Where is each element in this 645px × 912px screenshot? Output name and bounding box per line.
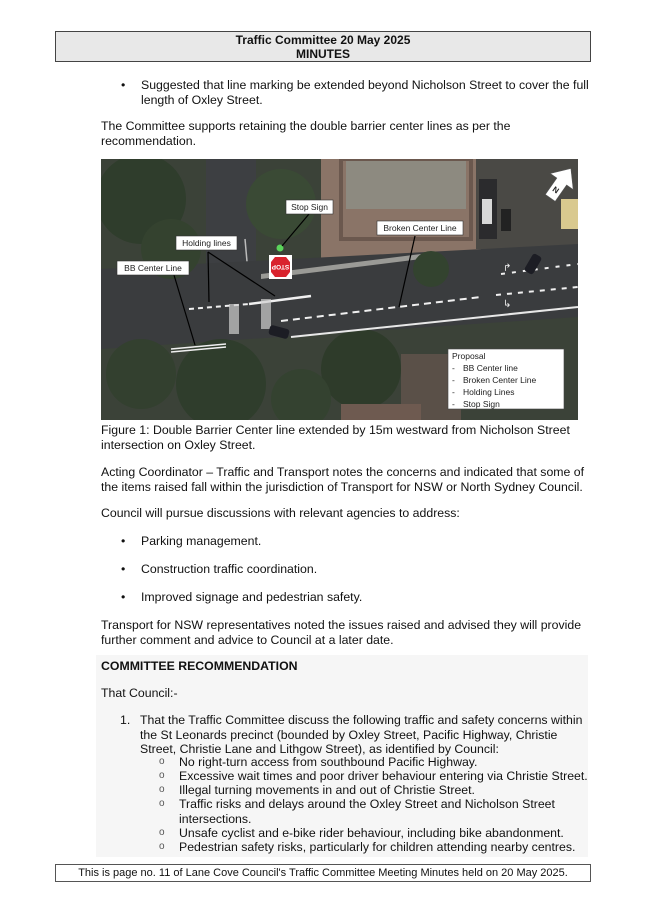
bullet-icon: • <box>121 590 126 604</box>
concern-text: No right-turn access from southbound Pacific Highway. <box>179 755 478 769</box>
svg-text:Stop Sign: Stop Sign <box>291 202 328 212</box>
svg-text:STOP: STOP <box>271 263 290 270</box>
svg-text:BB Center line: BB Center line <box>463 363 518 373</box>
svg-text:Broken Center Line: Broken Center Line <box>463 375 537 385</box>
circle-bullet-icon: o <box>159 756 165 767</box>
agency-item-text: Improved signage and pedestrian safety. <box>141 590 363 604</box>
svg-text:BB Center Line: BB Center Line <box>124 263 182 273</box>
svg-text:-: - <box>452 363 455 373</box>
header-title: Traffic Committee 20 May 2025 <box>235 33 411 47</box>
page-footer: This is page no. 11 of Lane Cove Council's Traffic Committee Meeting Minutes held on 20 May 2025. <box>55 864 591 882</box>
svg-text:Stop Sign: Stop Sign <box>463 399 500 409</box>
label-stop-sign <box>286 200 333 214</box>
concern-text: Illegal turning movements in and out of Christie Street. <box>179 783 475 797</box>
circle-bullet-icon: o <box>159 827 165 838</box>
agency-item-text: Parking management. <box>141 534 262 548</box>
acting-coordinator-paragraph: Acting Coordinator – Traffic and Transport notes the concerns and indicated that some of the items raised fall within the jurisdiction of Transport for NSW or North Sydney Council. <box>101 465 585 494</box>
recommendation-lead: That Council:- <box>101 686 178 700</box>
tfnsw-note-paragraph: Transport for NSW representatives noted the issues raised and advised they will provide further comment and advice to Council at a later date. <box>101 618 582 647</box>
circle-bullet-icon: o <box>159 770 165 781</box>
recommendation-item-number: 1. <box>120 713 131 727</box>
figure-caption: Figure 1: Double Barrier Center line extended by 15m westward from Nicholson Street intersection on Oxley Street. <box>101 423 570 452</box>
aerial-map-figure <box>101 159 578 420</box>
svg-text:-: - <box>452 387 455 397</box>
bullet-icon: • <box>121 562 126 576</box>
svg-text:↱: ↱ <box>503 263 512 274</box>
page-header <box>55 31 591 62</box>
aerial-map-image <box>101 159 578 420</box>
recommendation-item-text: That the Traffic Committee discuss the following traffic and safety concerns within the St Leonards precinct (bounded by Oxley Street, Pacific Highway, Christie Street, Christie Lane and Lithgow Street), as identified by Council: <box>140 713 583 756</box>
svg-text:-: - <box>452 375 455 385</box>
svg-text:N: N <box>550 184 561 196</box>
bullet-icon: • <box>121 78 126 92</box>
circle-bullet-icon: o <box>159 841 165 852</box>
svg-text:↳: ↳ <box>503 299 512 310</box>
committee-support-paragraph: The Committee supports retaining the double barrier center lines as per the recommendation. <box>101 119 511 148</box>
proposal-legend <box>448 349 564 409</box>
circle-bullet-icon: o <box>159 784 165 795</box>
intro-bullet-text: Suggested that line marking be extended beyond Nicholson Street to cover the full length of Oxley Street. <box>141 78 589 107</box>
concern-text: Unsafe cyclist and e-bike rider behaviour, including bike abandonment. <box>179 826 564 840</box>
svg-text:Broken Center Line: Broken Center Line <box>383 223 457 233</box>
concern-text: Excessive wait times and poor driver behaviour entering via Christie Street. <box>179 769 588 783</box>
svg-text:Holding lines: Holding lines <box>182 238 231 248</box>
svg-text:-: - <box>452 399 455 409</box>
agency-item-text: Construction traffic coordination. <box>141 562 318 576</box>
bullet-icon: • <box>121 534 126 548</box>
label-broken-center-line <box>377 221 463 235</box>
council-pursue-paragraph: Council will pursue discussions with relevant agencies to address: <box>101 506 460 520</box>
label-holding-lines <box>176 236 237 250</box>
label-bb-center-line <box>117 261 189 275</box>
svg-text:Proposal: Proposal <box>452 351 486 361</box>
concern-text: Pedestrian safety risks, particularly for children attending nearby centres. <box>179 840 576 854</box>
svg-text:Holding Lines: Holding Lines <box>463 387 515 397</box>
header-subtitle: MINUTES <box>296 46 350 61</box>
circle-bullet-icon: o <box>159 798 165 809</box>
concern-text: Traffic risks and delays around the Oxley Street and Nicholson Street intersections. <box>179 797 555 826</box>
recommendation-heading: COMMITTEE RECOMMENDATION <box>101 659 298 673</box>
